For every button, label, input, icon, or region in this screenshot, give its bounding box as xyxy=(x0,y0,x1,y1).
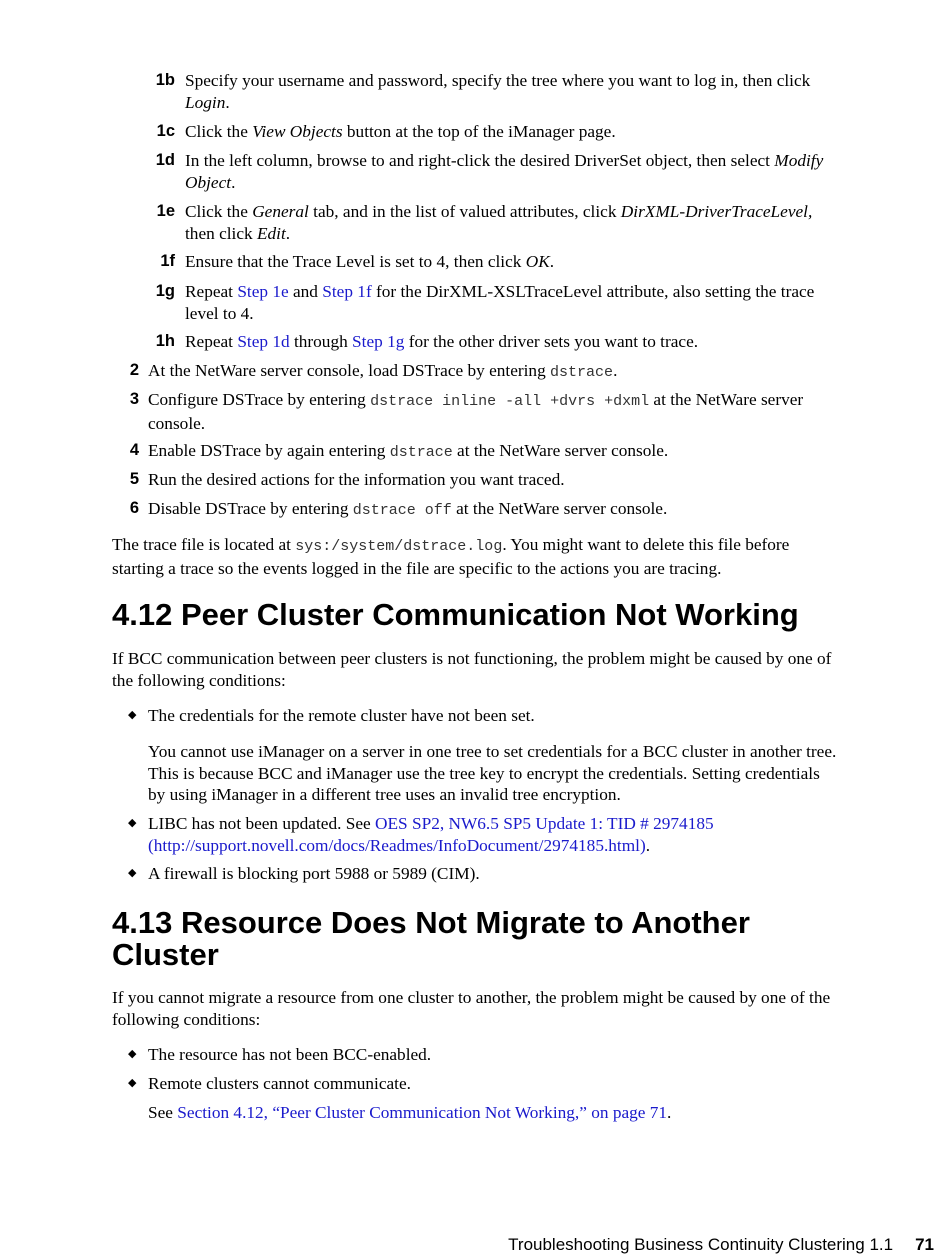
step-text: Repeat Step 1e and Step 1f for the DirXML-XSLTraceLevel attribute, also setting the trace level to 4. xyxy=(185,282,815,323)
step-1b xyxy=(0,70,835,113)
section-4-12-intro: If BCC communication between peer clusters is not functioning, the problem might be caused by one of the following conditions: xyxy=(112,649,832,690)
step-number: 6 xyxy=(129,499,139,517)
step-text: Configure DSTrace by entering dstrace inline -all +dvrs +dxml at the NetWare server console. xyxy=(148,390,804,433)
step-number: 1d xyxy=(155,151,175,169)
step-number: 1e xyxy=(156,202,175,220)
edit-term: Edit xyxy=(256,223,286,243)
bullet-libc xyxy=(128,813,838,856)
bullet-icon: ◆ xyxy=(128,817,137,829)
step-1f-link[interactable]: Step 1f xyxy=(322,282,372,301)
dstrace-off-command: dstrace off xyxy=(352,502,452,519)
step-number: 5 xyxy=(129,470,139,488)
section-4-12-link[interactable]: Section 4.12, “Peer Cluster Communication Not Working,” on page 71 xyxy=(177,1103,668,1122)
page-number: 71 xyxy=(915,1235,934,1254)
tid-2974185-link[interactable]: OES SP2, NW6.5 SP5 Update 1: TID # 2974185 (http://support.novell.com/docs/Readmes/InfoDocument/2974185.html) xyxy=(148,814,714,855)
step-1c xyxy=(0,121,835,143)
step-number: 2 xyxy=(129,361,139,379)
step-text: In the left column, browse to and right-click the desired DriverSet object, then select Modify Object. xyxy=(185,151,824,192)
bullet-cannot-communicate xyxy=(128,1073,838,1095)
step-number: 1f xyxy=(160,252,175,270)
footer-title: Troubleshooting Business Continuity Clustering 1.1 xyxy=(508,1235,894,1254)
step-text: At the NetWare server console, load DSTrace by entering dstrace. xyxy=(148,361,618,381)
step-text: Ensure that the Trace Level is set to 4, then click OK. xyxy=(185,252,555,271)
dstrace-command: dstrace xyxy=(550,364,614,381)
bullet-text: A firewall is blocking port 5988 or 5989 (CIM). xyxy=(148,864,480,883)
step-3 xyxy=(0,389,838,434)
step-number: 3 xyxy=(129,390,139,408)
step-number: 1g xyxy=(155,282,175,300)
step-1f xyxy=(0,251,835,273)
general-tab-term: General xyxy=(252,202,309,221)
step-number: 1b xyxy=(155,71,175,89)
see-section-reference: See Section 4.12, “Peer Cluster Communication Not Working,” on page 71. xyxy=(148,1103,672,1122)
step-1e xyxy=(0,201,835,244)
step-text: Disable DSTrace by entering dstrace off at the NetWare server console. xyxy=(148,499,668,519)
step-1g xyxy=(0,281,835,324)
step-2 xyxy=(0,360,838,384)
step-text: Click the View Objects button at the top of the iManager page. xyxy=(185,122,616,141)
step-number: 1h xyxy=(155,332,175,350)
modify-object-term: Modify Object xyxy=(185,151,824,192)
step-1d-link[interactable]: Step 1d xyxy=(237,332,290,351)
trace-file-paragraph: The trace file is located at sys:/system/dstrace.log. You might want to delete this file before starting a trace so the events logged in the file are specific to the actions you are tracing. xyxy=(112,535,790,578)
bullet-not-bcc-enabled xyxy=(128,1044,838,1066)
bullet-icon: ◆ xyxy=(128,1077,137,1089)
trace-attribute-term: DirXML-DriverTraceLevel, xyxy=(620,202,813,221)
view-objects-term: View Objects xyxy=(252,122,343,141)
credentials-detail: You cannot use iManager on a server in one tree to set credentials for a BCC cluster in another tree. This is because BCC and iManager use the tree key to encrypt the credentials. Setting credentials by using iManager in a different tree uses an invalid tree encryption. xyxy=(148,742,837,804)
step-4 xyxy=(0,440,838,464)
ok-term: OK xyxy=(525,252,550,271)
bullet-text: Remote clusters cannot communicate. xyxy=(148,1074,411,1093)
step-text: Repeat Step 1d through Step 1g for the other driver sets you want to trace. xyxy=(185,332,699,351)
step-text: Specify your username and password, specify the tree where you want to log in, then click Login. xyxy=(185,71,811,112)
dstrace-inline-command: dstrace inline -all +dvrs +dxml xyxy=(370,393,650,410)
bullet-text: LIBC has not been updated. See OES SP2, NW6.5 SP5 Update 1: TID # 2974185 (http://support.novell.com/docs/Readmes/InfoDocument/2974185.html). xyxy=(148,814,714,855)
bullet-text: The resource has not been BCC-enabled. xyxy=(148,1045,432,1064)
step-1h xyxy=(0,331,835,353)
step-text: Run the desired actions for the information you want traced. xyxy=(148,470,565,489)
step-1e-link[interactable]: Step 1e xyxy=(237,282,289,301)
bullet-credentials xyxy=(128,705,838,727)
section-4-12-heading: 4.12 Peer Cluster Communication Not Working xyxy=(112,597,799,632)
section-4-13-heading: 4.13 Resource Does Not Migrate to Another Cluster xyxy=(112,905,750,972)
bullet-firewall xyxy=(128,863,838,885)
trace-file-path: sys:/system/dstrace.log xyxy=(295,538,503,555)
bullet-icon: ◆ xyxy=(128,709,137,721)
login-term: Login xyxy=(185,92,226,112)
step-number: 1c xyxy=(156,122,175,140)
step-1g-link[interactable]: Step 1g xyxy=(352,332,405,351)
step-text: Enable DSTrace by again entering dstrace at the NetWare server console. xyxy=(148,441,669,461)
bullet-icon: ◆ xyxy=(128,1048,137,1060)
step-1d xyxy=(0,150,835,193)
step-5 xyxy=(0,469,838,491)
step-number: 4 xyxy=(129,441,139,459)
bullet-icon: ◆ xyxy=(128,867,137,879)
section-4-13-intro: If you cannot migrate a resource from one cluster to another, the problem might be caused by one of the following conditions: xyxy=(112,988,831,1029)
dstrace-command: dstrace xyxy=(389,444,453,461)
step-6 xyxy=(0,498,838,522)
page-footer xyxy=(0,1234,934,1256)
bullet-text: The credentials for the remote cluster have not been set. xyxy=(148,706,535,725)
step-text: Click the General tab, and in the list of valued attributes, click DirXML-DriverTraceLevel, then click Edit. xyxy=(185,202,813,243)
